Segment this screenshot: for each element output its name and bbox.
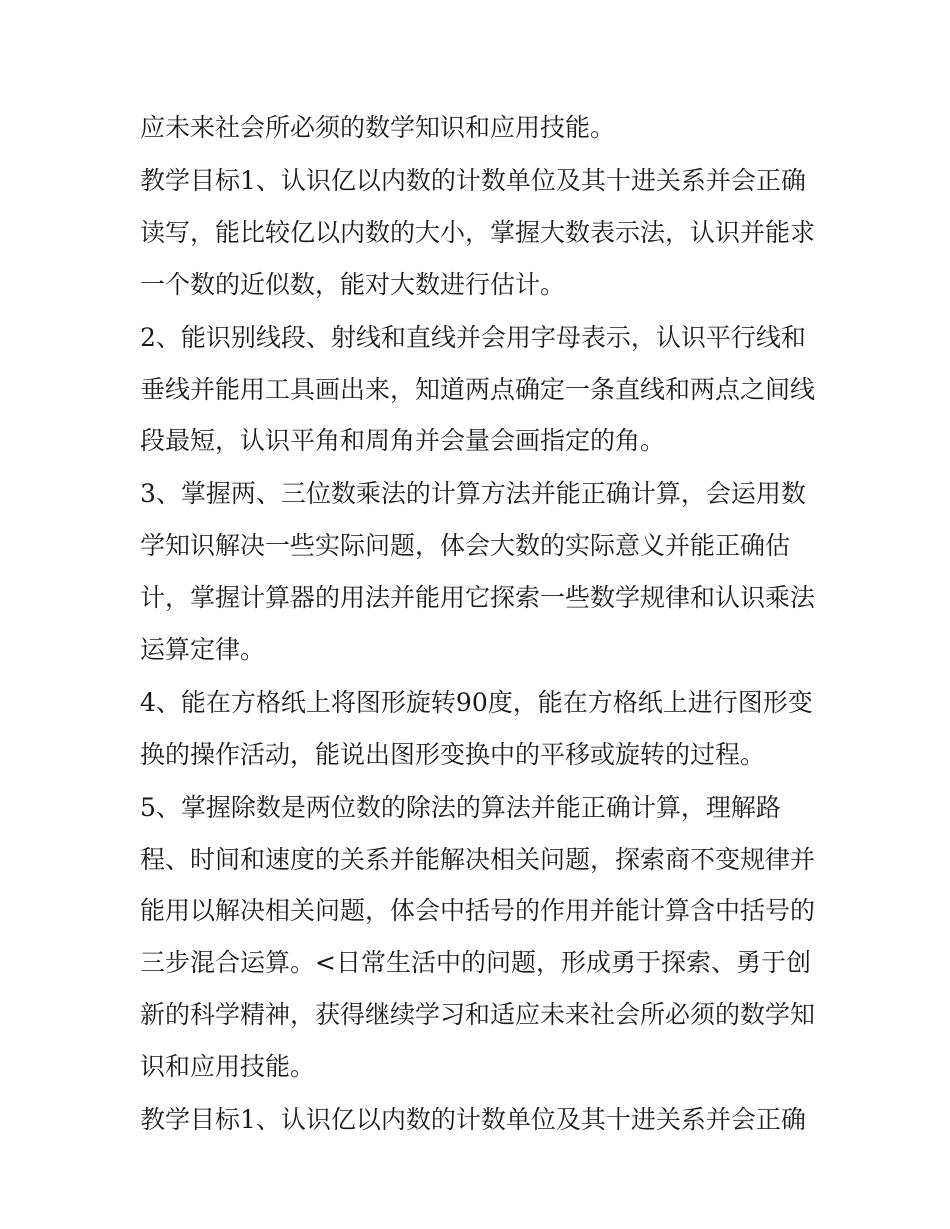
paragraph-6: 5、掌握除数是两位数的除法的算法并能正确计算，理解路程、时间和速度的关系并能解决相关问题，探索商不变规律并能用以解决相关问题，体会中括号的作用并能计算含中括号的三步混合运算。<日常生活中的问题，形成勇于探索、勇于创新的科学精神，获得继续学习和适应未来社会所必须的数学知识和应用技能。 [140, 792, 816, 1081]
document-body [140, 102, 816, 1147]
paragraph-2: 教学目标1、认识亿以内数的计数单位及其十进关系并会正确读写，能比较亿以内数的大小，掌握大数表示法，认识并能求一个数的近似数，能对大数进行估计。 [140, 166, 816, 299]
paragraph-7: 教学目标1、认识亿以内数的计数单位及其十进关系并会正确 [140, 1104, 806, 1134]
paragraph-1: 应未来社会所必须的数学知识和应用技能。 [140, 113, 616, 142]
paragraph-4: 3、掌握两、三位数乘法的计算方法并能正确计算，会运用数学知识解决一些实际问题，体会大数的实际意义并能正确估计，掌握计算器的用法并能用它探索一些数学规律和认识乘法运算定律。 [140, 479, 816, 664]
paragraph-3: 2、能识别线段、射线和直线并会用字母表示，认识平行线和垂线并能用工具画出来，知道两点确定一条直线和两点之间线段最短，认识平角和周角并会量会画指定的角。 [140, 322, 816, 456]
paragraph-5: 4、能在方格纸上将图形旋转90度，能在方格纸上进行图形变换的操作活动，能说出图形变换中的平移或旋转的过程。 [140, 687, 813, 769]
